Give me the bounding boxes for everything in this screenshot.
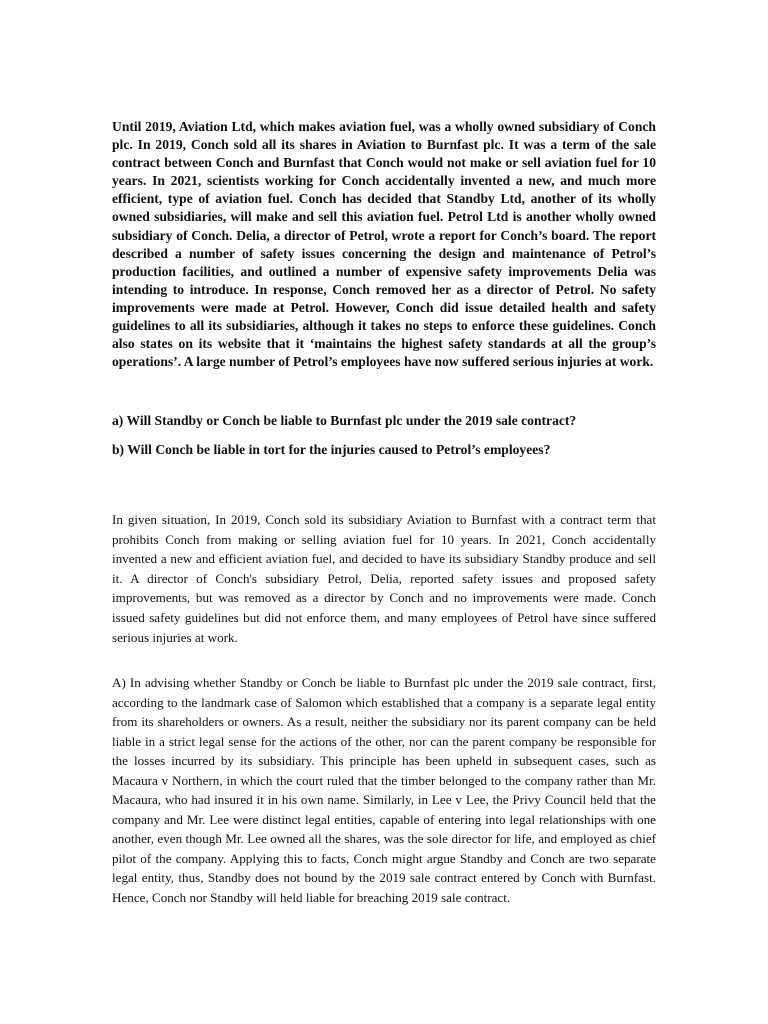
answer-part-a xyxy=(112,673,656,907)
answer-intro-paragraph: In given situation, In 2019, Conch sold its subsidiary Aviation to Burnfast with a contract term that prohibits Conch from making or selling aviation fuel for 10 years. In 2021, Conch accidentally invented a new and efficient aviation fuel, and decided to have its subsidiary Standby produce and sell it. A director of Conch's subsidiary Petrol, Delia, reported safety issues and proposed safety improvements, but was removed as a director by Conch and no improvements were made. Conch issued safety guidelines but did not enforce them, and many employees of Petrol have since suffered serious injuries at work. xyxy=(112,512,656,645)
question-b: b) Will Conch be liable in tort for the injuries caused to Petrol’s employees? xyxy=(112,442,551,457)
scenario-paragraph: Until 2019, Aviation Ltd, which makes aviation fuel, was a wholly owned subsidiary of Conch plc. In 2019, Conch sold all its shares in Aviation to Burnfast plc. It was a term of the sale contract between Conch and Burnfast that Conch would not make or sell aviation fuel for 10 years. In 2021, scientists working for Conch accidentally invented a new, and much more efficient, type of aviation fuel. Conch has decided that Standby Ltd, another of its wholly owned subsidiaries, will make and sell this aviation fuel. Petrol Ltd is another wholly owned subsidiary of Conch. Delia, a director of Petrol, wrote a report for Conch’s board. The report described a number of safety issues concerning the design and maintenance of Petrol’s production facilities, and outlined a number of expensive safety improvements Delia was intending to introduce. In response, Conch removed her as a director of Petrol. No safety improvements were made at Petrol. However, Conch did issue detailed health and safety guidelines to all its subsidiaries, although it takes no steps to enforce these guidelines. Conch also states on its website that it ‘maintains the highest safety standards at all the group’s operations’. A large number of Petrol’s employees have now suffered serious injuries at work. xyxy=(112,119,656,370)
answer-intro xyxy=(112,510,656,647)
problem-scenario xyxy=(112,118,656,371)
question-a: a) Will Standby or Conch be liable to Burnfast plc under the 2019 sale contract? xyxy=(112,413,577,428)
answer-part-a-paragraph: A) In advising whether Standby or Conch be liable to Burnfast plc under the 2019 sale contract, first, according to the landmark case of Salomon which established that a company is a separate legal entity from its shareholders or owners. As a result, neither the subsidiary nor its parent company can be held liable in a strict legal sense for the actions of the other, nor can the parent company be responsible for the losses incurred by its subsidiary. This principle has been upheld in subsequent cases, such as Macaura v Northern, in which the court ruled that the timber belonged to the company rather than Mr. Macaura, who had insured it in his own name. Similarly, in Lee v Lee, the Privy Council held that the company and Mr. Lee were distinct legal entities, capable of entering into legal relationships with one another, even though Mr. Lee owned all the shares, was the sole director for life, and employed as chief pilot of the company. Applying this to facts, Conch might argue Standby and Conch are two separate legal entity, thus, Standby does not bound by the 2019 sale contract entered by Conch with Burnfast. Hence, Conch nor Standby will held liable for breaching 2019 sale contract. xyxy=(112,675,656,905)
